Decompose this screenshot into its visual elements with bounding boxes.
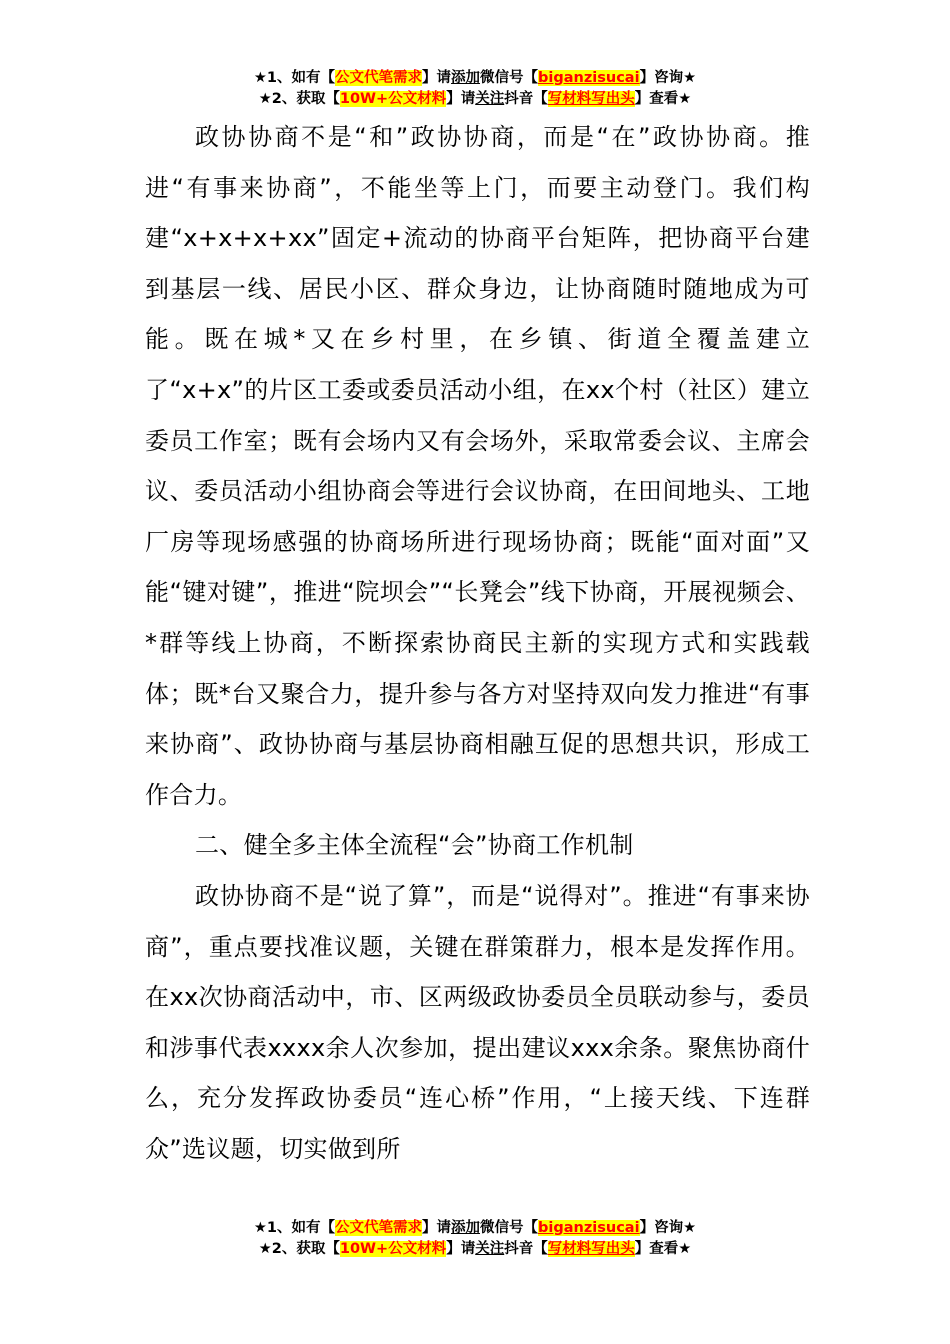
douyin-id-tag: 写材料写出头 bbox=[547, 91, 635, 107]
banner-text: 】请 bbox=[422, 70, 452, 86]
document-body bbox=[145, 112, 810, 1174]
banner-text: 】请 bbox=[422, 1220, 452, 1236]
banner-text: 微信号【 bbox=[480, 70, 539, 86]
highlight-tag: 10W+公文材料 bbox=[339, 91, 447, 107]
banner-text: ★1、如有【 bbox=[253, 1220, 336, 1236]
banner-line-1 bbox=[0, 68, 950, 89]
paragraph-1: 政协协商不是“和”政协协商，而是“在”政协协商。推进“有事来协商”，不能坐等上门，而要主动登门。我们构建“x+x+x+xx”固定+流动的协商平台矩阵，把协商平台建到基层一线、居民小区、群众身边，让协商随时随地成为可能。既在城*又在乡村里，在乡镇、街道全覆盖建立了“x+x”的片区工委或委员活动小组，在xx个村（社区）建立委员工作室；既有会场内又有会场外，采取常委会议、主席会议、委员活动小组协商会等进行会议协商，在田间地头、工地厂房等现场感强的协商场所进行现场协商；既能“面对面”又能“键对键”，推进“院坝会”“长凳会”线下协商，开展视频会、*群等线上协商，不断探索协商民主新的实现方式和实践载体；既*台又聚合力，提升参与各方对坚持双向发力推进“有事来协商”、政协协商与基层协商相融互促的思想共识，形成工作合力。 bbox=[145, 123, 811, 809]
highlight-tag: 公文代笔需求 bbox=[335, 1220, 423, 1236]
banner-line-2 bbox=[0, 1239, 950, 1260]
banner-emphasis: 关注 bbox=[475, 91, 505, 107]
douyin-id-tag: 写材料写出头 bbox=[547, 1241, 635, 1257]
banner-text: 】咨询★ bbox=[639, 1220, 697, 1236]
banner-text: 微信号【 bbox=[480, 1220, 539, 1236]
banner-text: ★2、获取【 bbox=[258, 1241, 340, 1257]
header-banner bbox=[0, 68, 950, 110]
paragraph-2: 政协协商不是“说了算”，而是“说得对”。推进“有事来协商”，重点要找准议题，关键在群策群力，根本是发挥作用。在xx次协商活动中，市、区两级政协委员全员联动参与，委员和涉事代表xxxx余人次参加，提出建议xxx余条。聚焦协商什么，充分发挥政协委员“连心桥”作用，“上接天线、下连群众”选议题，切实做到所 bbox=[145, 881, 810, 1163]
banner-text: ★1、如有【 bbox=[253, 70, 336, 86]
banner-text: ★2、获取【 bbox=[258, 91, 340, 107]
highlight-tag: 公文代笔需求 bbox=[335, 70, 423, 86]
banner-emphasis: 添加 bbox=[451, 1220, 481, 1236]
banner-line-2 bbox=[0, 89, 950, 110]
banner-text: 】查看★ bbox=[634, 91, 692, 107]
wechat-id-tag: biganzisucai bbox=[538, 1220, 640, 1236]
banner-text: 】咨询★ bbox=[639, 70, 697, 86]
banner-text: 】请 bbox=[446, 91, 476, 107]
banner-text: 抖音【 bbox=[504, 91, 548, 107]
banner-text: 】请 bbox=[446, 1241, 476, 1257]
section-heading: 二、健全多主体全流程“会”协商工作机制 bbox=[195, 831, 634, 860]
footer-banner bbox=[0, 1218, 950, 1260]
banner-text: 抖音【 bbox=[504, 1241, 548, 1257]
highlight-tag: 10W+公文材料 bbox=[339, 1241, 447, 1257]
banner-emphasis: 添加 bbox=[451, 70, 481, 86]
banner-emphasis: 关注 bbox=[475, 1241, 505, 1257]
banner-line-1 bbox=[0, 1218, 950, 1239]
wechat-id-tag: biganzisucai bbox=[538, 70, 640, 86]
banner-text: 】查看★ bbox=[634, 1241, 692, 1257]
